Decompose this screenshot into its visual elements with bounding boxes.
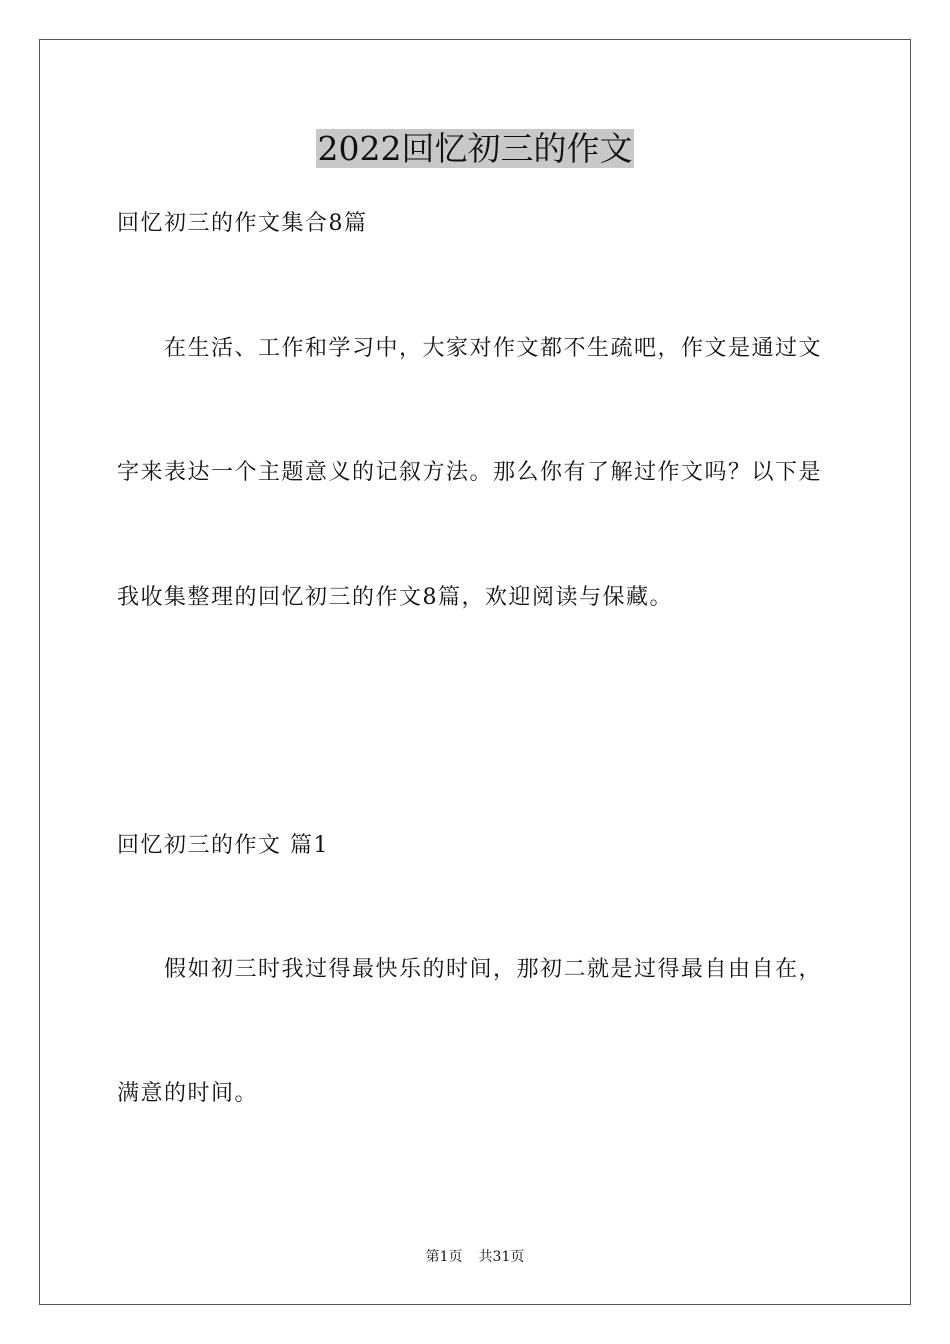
page-total: 共31页 (478, 1249, 525, 1265)
document-title (0, 126, 950, 172)
section-heading: 回忆初三的作文 篇1 (117, 833, 329, 858)
page-number: 第1页 (425, 1249, 463, 1265)
page-footer (0, 1247, 950, 1267)
document-subtitle: 回忆初三的作文集合8篇 (117, 211, 368, 236)
intro-paragraph-line: 我收集整理的回忆初三的作文8篇，欢迎阅读与保藏。 (117, 585, 673, 610)
section-paragraph-line: 假如初三时我过得最快乐的时间，那初二就是过得最自由自在， (164, 957, 823, 982)
document-title-text: 2022回忆初三的作文 (317, 129, 633, 168)
intro-paragraph-line: 字来表达一个主题意义的记叙方法。那么你有了解过作文吗？以下是 (117, 460, 823, 485)
section-paragraph-line: 满意的时间。 (117, 1081, 259, 1106)
intro-paragraph-line: 在生活、工作和学习中，大家对作文都不生疏吧，作文是通过文 (164, 336, 823, 361)
